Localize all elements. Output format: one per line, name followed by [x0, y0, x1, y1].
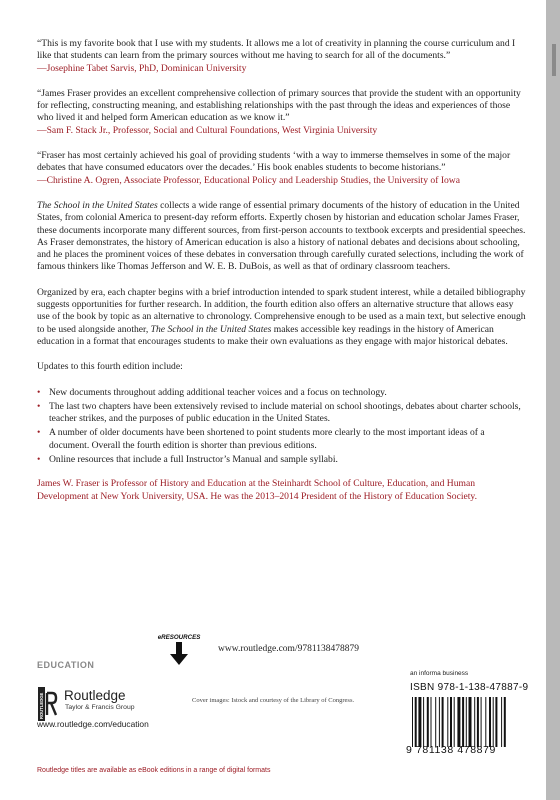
- barcode-bar: [462, 697, 464, 747]
- spine-mark: [552, 44, 556, 76]
- barcode-bar: [454, 697, 455, 747]
- barcode-bar: [501, 697, 502, 747]
- cover-credit: Cover images: Istock and courtesy of the Library of Congress.: [192, 697, 355, 704]
- author-bio: James W. Fraser is Professor of History and Education at the Steinhardt School of Culture, Education, and Human Development at New York University, USA. He was the 2013–2014 President of the History of Education Society.: [37, 478, 477, 502]
- description-paragraph-1: [37, 200, 527, 274]
- spine-publisher-text: ROUTLEDGE: [39, 692, 45, 719]
- publisher-name: Routledge: [64, 688, 126, 703]
- barcode-bar: [489, 697, 491, 747]
- barcode-bar: [415, 697, 417, 747]
- book-title: The School in the United States: [150, 323, 272, 335]
- review-quote-2: [37, 88, 527, 137]
- barcode-bar: [439, 697, 440, 747]
- barcode-bar: [457, 697, 460, 747]
- barcode-bar: [469, 697, 472, 747]
- barcode-bar: [495, 697, 497, 747]
- list-item: • The last two chapters have been extensively revised to include material on school shootings, debates about charter schools, teacher strikes, and the purposes of public education in the United States.: [37, 401, 527, 426]
- review-quote-1: [37, 38, 527, 75]
- barcode-bar: [466, 697, 467, 747]
- list-item: • A number of older documents have been shortened to point students more clearly to the most important ideas of a document. Overall the fourth edition is shorter than previous editions.: [37, 427, 527, 452]
- quote-text: “This is my favorite book that I use with my students. It allows me a lot of creativity in planning the course curriculum and I like that students can learn from the primary sources without me having to search for all of the documents.”: [37, 38, 516, 62]
- updates-list: [37, 387, 527, 467]
- quote-text: “James Fraser provides an excellent comprehensive collection of primary sources that provide the student with an opportunity for reflecting, constructing meaning, and establishing relationships with the past through the ideas and experiences of those who lived it and helped form American education as we know it.”: [37, 87, 521, 124]
- category-label: EDUCATION: [37, 660, 95, 670]
- barcode-bar: [431, 697, 432, 747]
- updates-intro: Updates to this fourth edition include:: [37, 361, 183, 373]
- barcode-bar: [493, 697, 494, 747]
- informa-note: an informa business: [410, 670, 469, 677]
- eresources-badge: eRESOURCES: [157, 634, 201, 641]
- barcode-bar: [485, 697, 486, 747]
- barcode-bar: [477, 697, 479, 747]
- publisher-group: Taylor & Francis Group: [65, 704, 135, 711]
- barcode-bar: [412, 697, 413, 747]
- barcode-bar: [435, 697, 436, 747]
- routledge-logo-icon: [38, 687, 58, 721]
- barcode-bar: [442, 697, 444, 747]
- description-text: makes accessible key readings in the history of American education in a format that encourages students to make their own evaluations as they engage with major historical debates.: [37, 323, 508, 347]
- book-title: The School in the United States: [37, 199, 158, 211]
- barcode-bar: [423, 697, 424, 747]
- description-text: collects a wide range of essential primary documents of the history of education in the United States, from colonial America to present-day reform efforts. Expertly chosen by historian and education scholar James Fraser, these documents incorporate many different sources, from first-person accounts to textbook excerpts and presidential speeches. As Fraser demonstrates, the history of American education is also a history of national debates and decisions about schooling, and he places the prominent voices of these debates in conversation through carefully curated selections, including the work of famous thinkers like Thomas Jefferson and W. E. B. DuBois, as well as that of ordinary classroom teachers.: [37, 199, 526, 273]
- barcode-bar: [481, 697, 482, 747]
- barcode-bar: [427, 697, 429, 747]
- cover-text: [37, 38, 527, 503]
- barcode-bar: [447, 697, 448, 747]
- quote-text: “Fraser has most certainly achieved his goal of providing students ‘with a way to immerse themselves in some of the major debates that have consumed educators over the decades.’ His book enables students to become historians.”: [37, 150, 511, 174]
- barcode-bar: [418, 697, 421, 747]
- list-item: • Online resources that include a full Instructor’s Manual and sample syllabi.: [37, 454, 527, 466]
- quote-attribution: —Christine A. Ogren, Associate Professor, Educational Policy and Leadership Studies, the University of Iowa: [37, 174, 460, 186]
- spine-edge: [546, 0, 560, 800]
- barcode-bar: [474, 697, 475, 747]
- publisher-url[interactable]: www.routledge.com/education: [37, 719, 149, 729]
- isbn: ISBN 978-1-138-47887-9: [410, 682, 529, 693]
- description-text: Organized by era, each chapter begins with a brief introduction intended to spark student interest, while a detailed bibliography suggests opportunities for further research. In addition, the fourth edition also offers an alternative structure that allows easy use of the book by topic as an alternative to chronology. Comprehensive enough to be used as a main text, but selective enough to be used alongside another,: [37, 286, 526, 335]
- ebook-note: Routledge titles are available as eBook editions in a range of digital formats: [37, 767, 271, 774]
- barcode: [410, 697, 536, 747]
- quote-attribution: —Josephine Tabet Sarvis, PhD, Dominican University: [37, 62, 247, 74]
- quote-attribution: —Sam F. Stack Jr., Professor, Social and Cultural Foundations, West Virginia University: [37, 124, 378, 136]
- barcode-bar: [450, 697, 452, 747]
- eresources-icon: [157, 632, 201, 668]
- barcode-bar: [504, 697, 506, 747]
- review-quote-3: [37, 150, 527, 187]
- description-paragraph-2: [37, 287, 527, 348]
- eresources-url[interactable]: www.routledge.com/9781138478879: [218, 644, 359, 654]
- barcode-number: 9 781138 478879: [406, 744, 496, 756]
- list-item: • New documents throughout adding additional teacher voices and a focus on technology.: [37, 387, 527, 399]
